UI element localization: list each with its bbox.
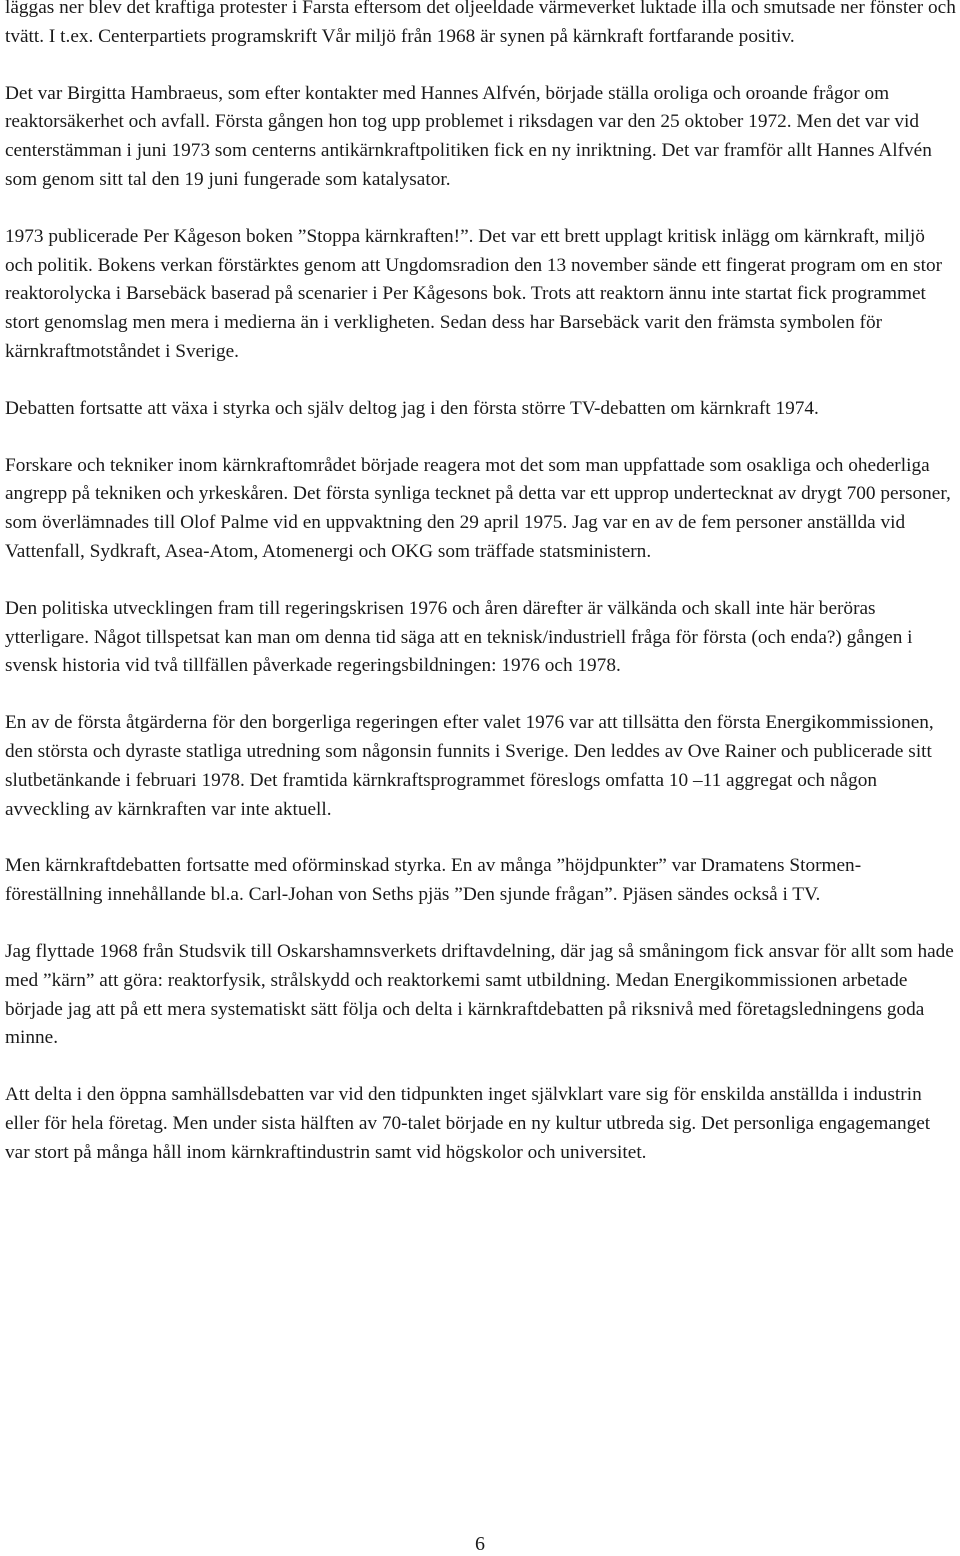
paragraph-10: Att delta i den öppna samhällsdebatten var vid den tidpunkten inget självklart vare sig för enskilda anställda i industrin eller för hela företag. Men under sista hälften av 70-talet började en ny kultur utbreda sig. Det personliga engagemanget var stort på många håll inom kärnkraftindustrin samt vid högskolor och universitet. <box>5 1084 931 1163</box>
paragraph-8: Men kärnkraftdebatten fortsatte med oförminskad styrka. En av många ”höjdpunkter” var Dramatens Stormen-föreställning innehållande bl.a. Carl-Johan von Seths pjäs ”Den sjunde frågan”. Pjäsen sändes också i TV. <box>5 855 862 906</box>
paragraph-2: Det var Birgitta Hambraeus, som efter kontakter med Hannes Alfvén, började ställa oroliga och oroande frågor om reaktorsäkerhet och avfall. Första gången hon tog upp problemet i riksdagen var den 25 oktober 1972. Men det var vid centerstämman i juni 1973 som centerns antikärnkraftpolitiken fick en ny inriktning. Det var framför allt Hannes Alfvén som genom sitt tal den 19 juni fungerade som katalysator. <box>5 82 932 190</box>
paragraph-6: Den politiska utvecklingen fram till regeringskrisen 1976 och åren därefter är välkända och skall inte här beröras ytterligare. Något tillspetsat kan man om denna tid säga att en teknisk/industriell fråga för första (och enda?) gången i svensk historia vid två tillfällen påverkade regeringsbildningen: 1976 och 1978. <box>5 597 913 677</box>
paragraph-3: 1973 publicerade Per Kågeson boken ”Stoppa kärnkraften!”. Det var ett brett upplagt kritisk inlägg om kärnkraft, miljö och politik. Bokens verkan förstärktes genom att Ungdomsradion den 13 november sände ett fingerat program om en stor reaktorolycka i Barsebäck baserad på scenarier i Per Kågesons bok. Trots att reaktorn ännu inte startat fick programmet stort genomslag men mera i medierna än i verkligheten. Sedan dess har Barsebäck varit den främsta symbolen för kärnkraftmotståndet i Sverige. <box>5 225 943 362</box>
paragraph-7: En av de första åtgärderna för den borgerliga regeringen efter valet 1976 var att tillsätta den första Energikommissionen, den största och dyraste statliga utredning som någonsin funnits i Sverige. Den leddes av Ove Rainer och publicerade sitt slutbetänkande i februari 1978. Det framtida kärnkraftsprogrammet föreslogs omfatta 10 –11 aggregat och någon avveckling av kärnkraften var inte aktuell. <box>5 712 934 820</box>
paragraph-1: läggas ner blev det kraftiga protester i Farsta eftersom det oljeeldade värmeverket luktade illa och smutsade ner fönster och tvätt. I t.ex. Centerpartiets programskrift Vår miljö från 1968 är synen på kärnkraft fortfarande positiv. <box>5 0 956 47</box>
paragraph-4: Debatten fortsatte att växa i styrka och själv deltog jag i den första större TV-debatten om kärnkraft 1974. <box>5 397 819 419</box>
paragraph-5: Forskare och tekniker inom kärnkraftområdet började reagera mot det som man uppfattade som osakliga och ohederliga angrepp på tekniken och yrkeskåren. Det första synliga tecknet på detta var ett upprop undertecknat av drygt 700 personer, som överlämnades till Olof Palme vid en uppvaktning den 29 april 1975. Jag var en av de fem personer anställda vid Vattenfall, Sydkraft, Asea-Atom, Atomenergi och OKG som träffade statsministern. <box>5 454 951 562</box>
paragraph-9: Jag flyttade 1968 från Studsvik till Oskarshamnsverkets driftavdelning, där jag så småningom fick ansvar för allt som hade med ”kärn” att göra: reaktorfysik, strålskydd och reaktorkemi samt utbildning. Medan Energikommissionen arbetade började jag att på ett mera systematiskt sätt följa och delta i kärnkraftdebatten på riksnivå med företagsledningens goda minne. <box>5 940 954 1049</box>
document-page <box>5 0 957 1196</box>
page-number: 6 <box>475 1533 485 1555</box>
